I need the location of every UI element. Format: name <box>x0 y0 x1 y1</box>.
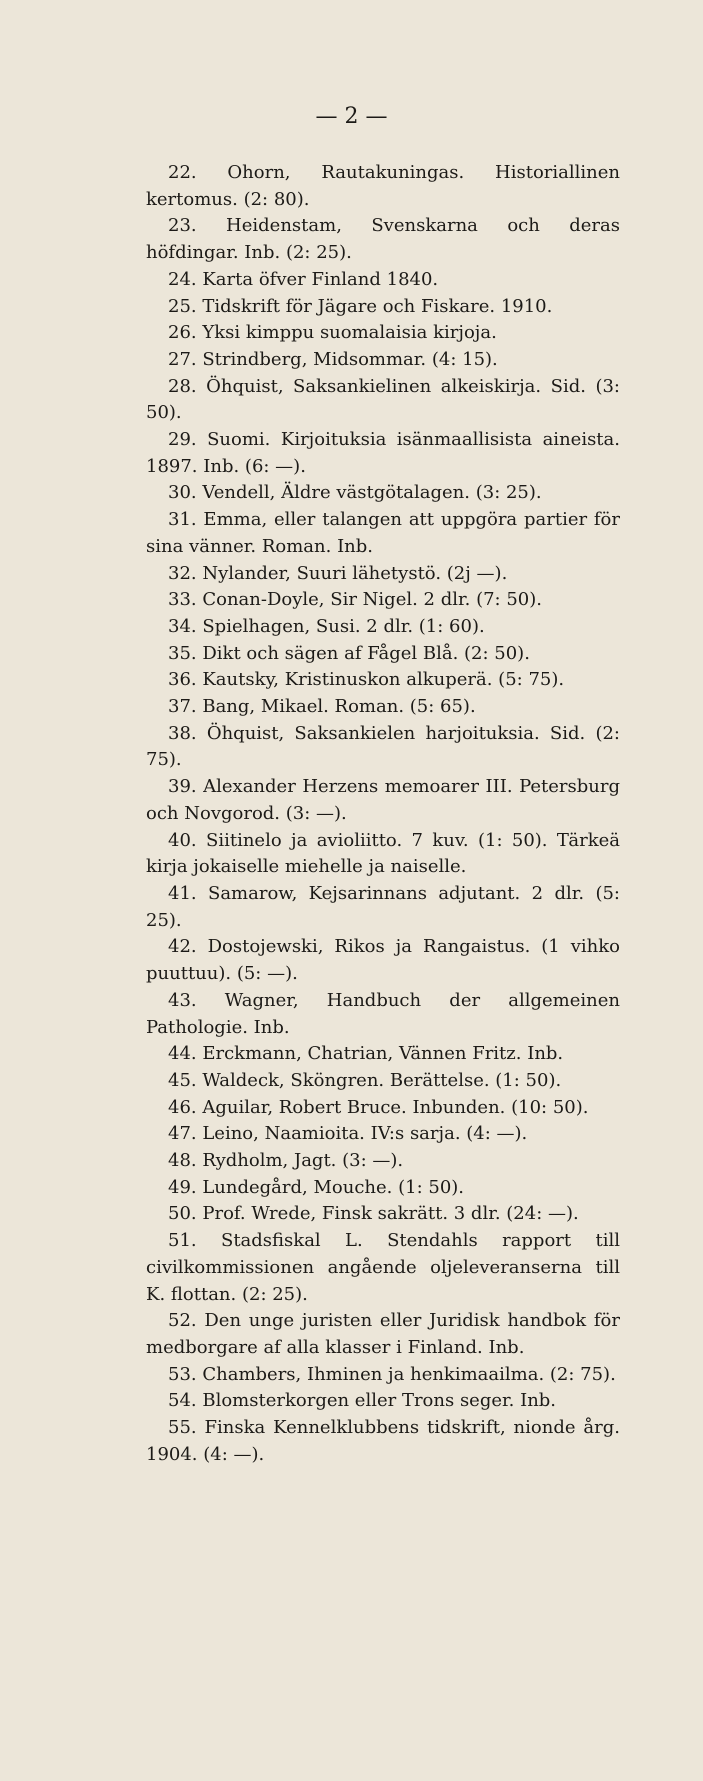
list-item: 29. Suomi. Kirjoituksia isänmaallisista aineista. 1897. Inb. (6: —). <box>146 429 620 477</box>
page-number: — 2 — <box>315 104 388 129</box>
list-item: 45. Waldeck, Sköngren. Berättelse. (1: 50). <box>168 1069 562 1091</box>
list-item: 32. Nylander, Suuri lähetystö. (2j —). <box>168 562 508 584</box>
list-item: 44. Erckmann, Chatrian, Vännen Fritz. Inb. <box>168 1043 564 1065</box>
list-item: 53. Chambers, Ihminen ja henkimaailma. (2: 75). <box>168 1363 616 1385</box>
list-item: 28. Öhquist, Saksankielinen alkeiskirja. Sid. (3: 50). <box>146 375 620 424</box>
list-item: 49. Lundegård, Mouche. (1: 50). <box>168 1176 465 1198</box>
list-item: 50. Prof. Wrede, Finsk sakrätt. 3 dlr. (24: —). <box>168 1203 579 1225</box>
list-item: 33. Conan-Doyle, Sir Nigel. 2 dlr. (7: 50). <box>168 589 542 611</box>
list-item: 54. Blomsterkorgen eller Trons seger. Inb. <box>168 1390 557 1412</box>
list-item: 48. Rydholm, Jagt. (3: —). <box>168 1150 404 1172</box>
list-item: 35. Dikt och sägen af Fågel Blå. (2: 50). <box>168 642 530 664</box>
list-item: 41. Samarow, Kejsarinnans adjutant. 2 dlr. (5: 25). <box>146 882 620 931</box>
list-item: 52. Den unge juristen eller Juridisk handbok för medborgare af alla klasser i Finland. Inb. <box>146 1310 620 1358</box>
list-item: 40. Siitinelo ja avioliitto. 7 kuv. (1: 50). Tärkeä kirja jokaiselle miehelle ja naiselle. <box>146 829 620 878</box>
list-item: 27. Strindberg, Midsommar. (4: 15). <box>168 348 498 370</box>
catalog-list <box>146 160 620 1468</box>
list-item: 39. Alexander Herzens memoarer III. Petersburg och Novgorod. (3: —). <box>146 776 620 824</box>
list-item: 51. Stadsfiskal L. Stendahls rapport till civilkommissionen angående oljeleveranserna till K. flottan. (2: 25). <box>146 1230 620 1305</box>
list-item: 30. Vendell, Äldre västgötalagen. (3: 25). <box>168 482 542 504</box>
list-item: 42. Dostojewski, Rikos ja Rangaistus. (1 vihko puuttuu). (5: —). <box>146 936 620 985</box>
list-item: 46. Aguilar, Robert Bruce. Inbunden. (10: 50). <box>168 1096 589 1118</box>
list-item: 25. Tidskrift för Jägare och Fiskare. 1910. <box>168 295 553 317</box>
list-item: 31. Emma, eller talangen att uppgöra partier för sina vänner. Roman. Inb. <box>146 509 620 557</box>
list-item: 26. Yksi kimppu suomalaisia kirjoja. <box>168 322 497 344</box>
list-item: 37. Bang, Mikael. Roman. (5: 65). <box>168 696 476 718</box>
list-item: 34. Spielhagen, Susi. 2 dlr. (1: 60). <box>168 615 485 637</box>
list-item: 22. Ohorn, Rautakuningas. Historiallinen kertomus. (2: 80). <box>146 162 620 210</box>
list-item: 38. Öhquist, Saksankielen harjoituksia. Sid. (2: 75). <box>146 722 620 771</box>
list-item: 24. Karta öfver Finland 1840. <box>168 268 439 290</box>
list-item: 36. Kautsky, Kristinuskon alkuperä. (5: 75). <box>168 669 565 691</box>
list-item: 23. Heidenstam, Svenskarna och deras höfdingar. Inb. (2: 25). <box>146 215 620 264</box>
list-item: 47. Leino, Naamioita. IV:s sarja. (4: —). <box>168 1123 528 1145</box>
list-item: 55. Finska Kennelklubbens tidskrift, nionde årg. 1904. (4: —). <box>146 1417 620 1465</box>
list-item: 43. Wagner, Handbuch der allgemeinen Pathologie. Inb. <box>146 989 620 1038</box>
